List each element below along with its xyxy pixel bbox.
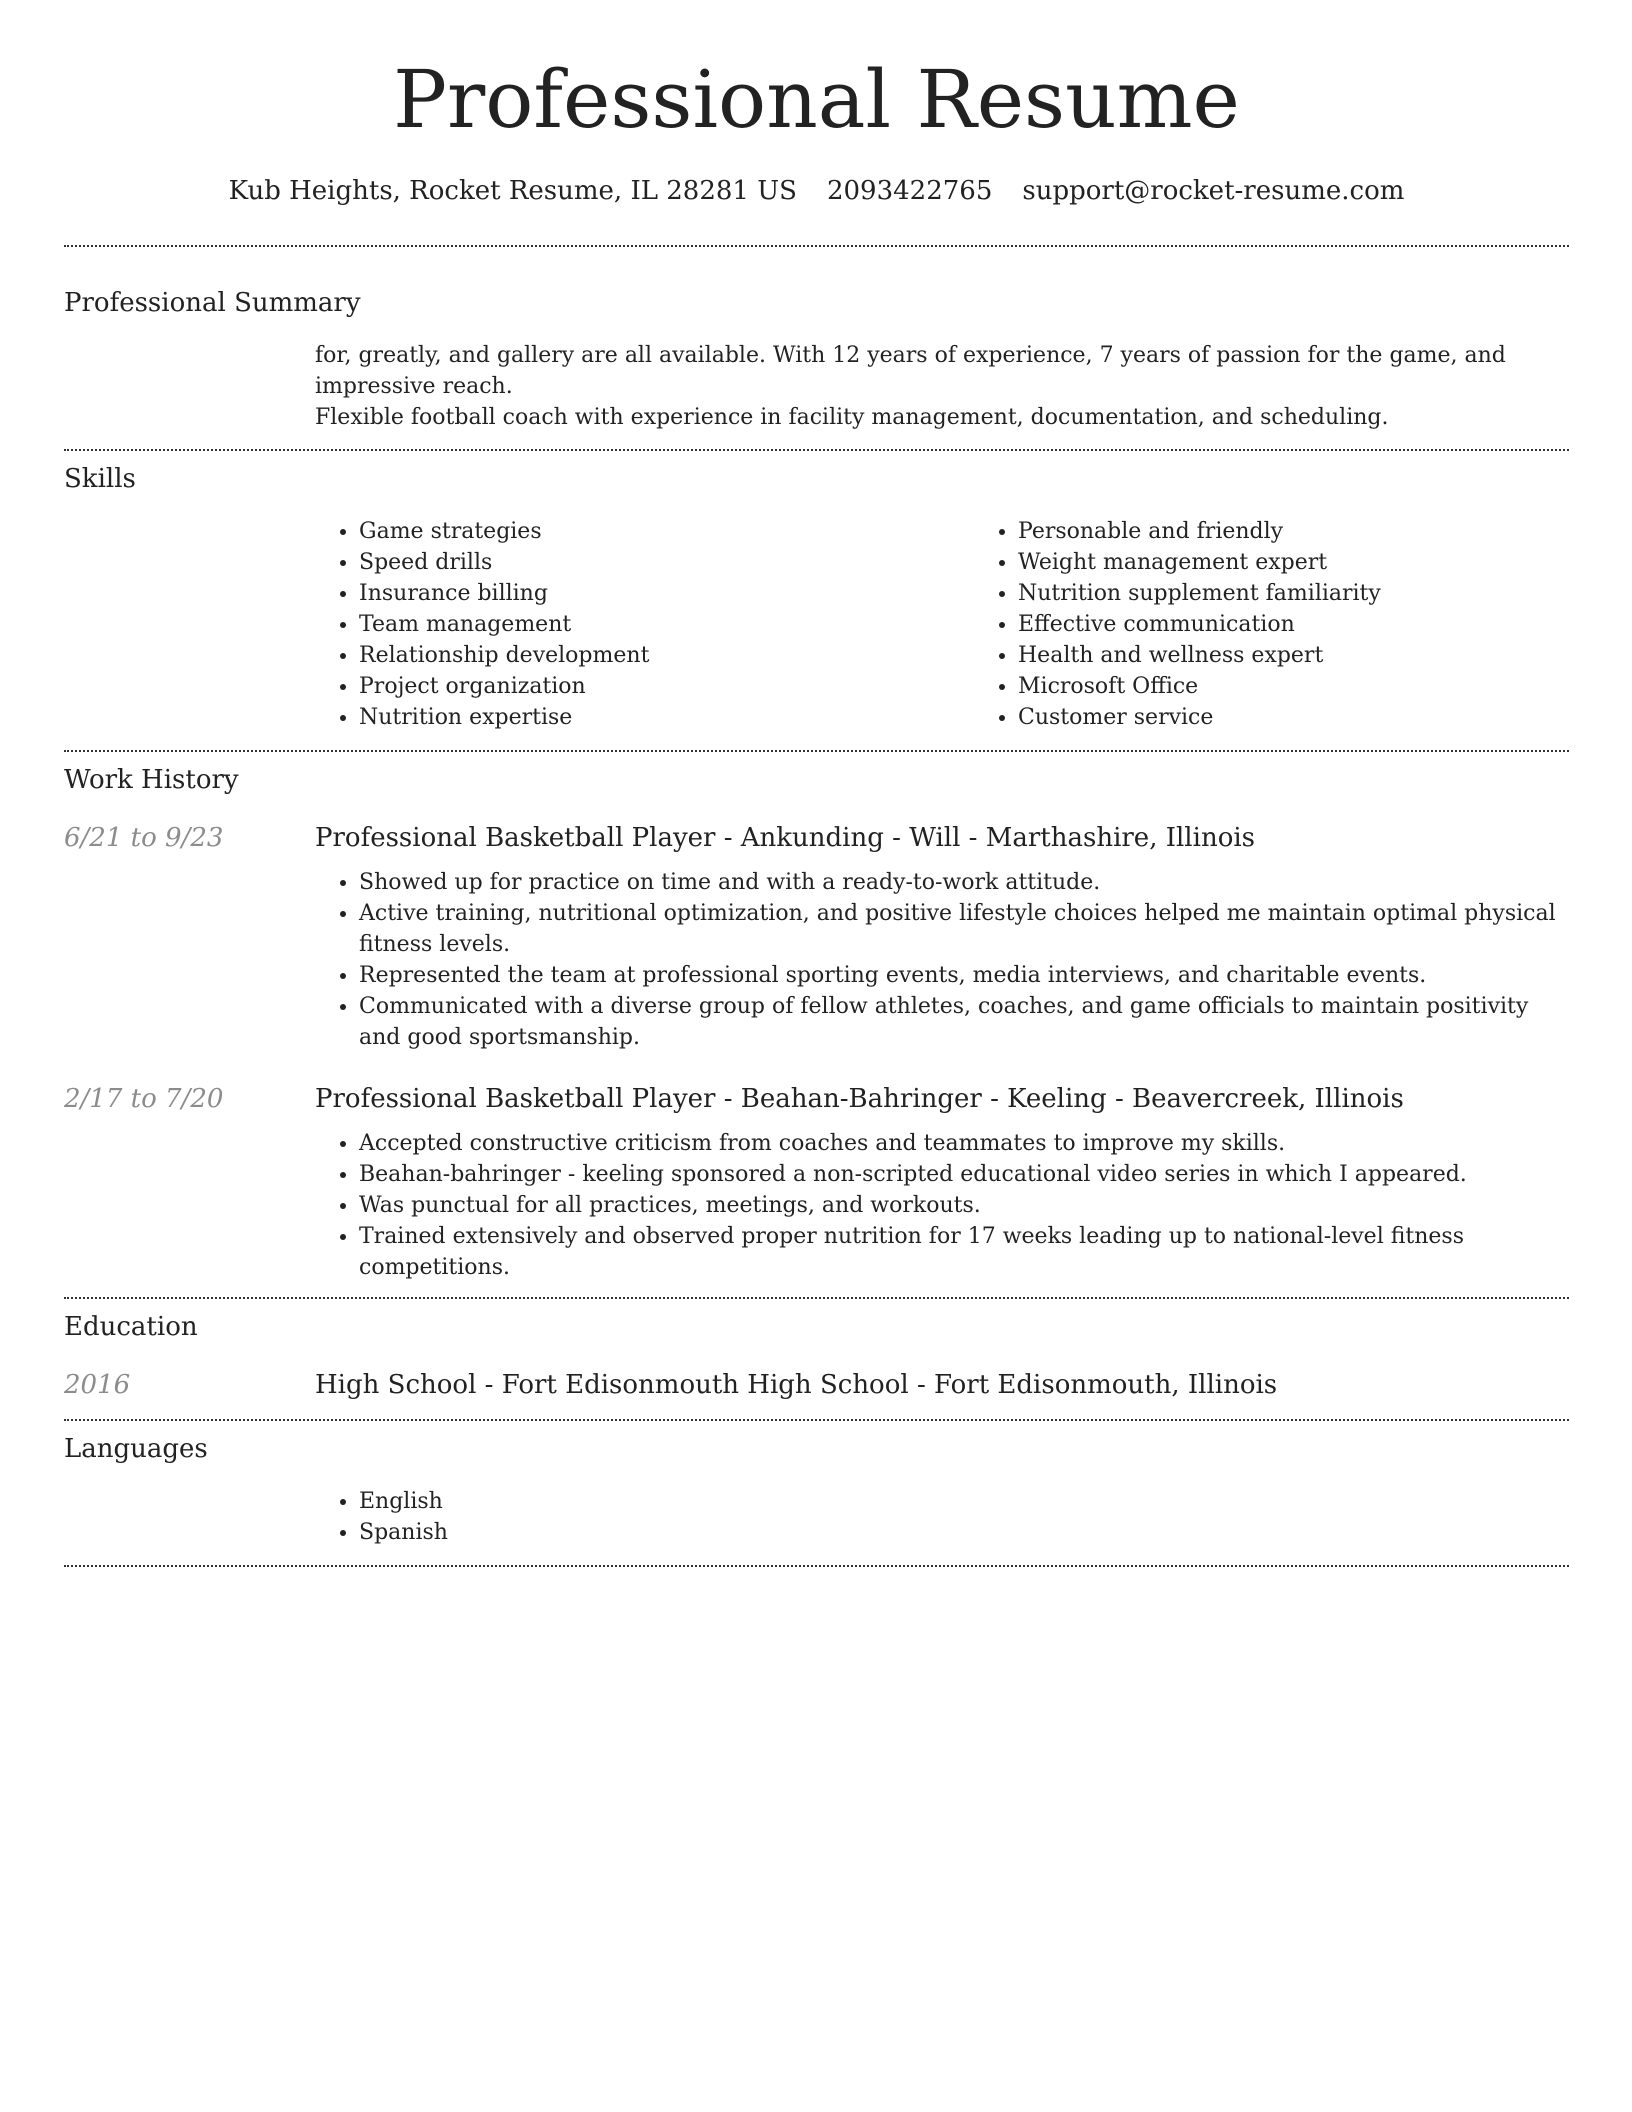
job-entry xyxy=(64,821,1569,1053)
languages-row xyxy=(64,1486,1569,1548)
skills-columns xyxy=(315,516,1632,733)
skill-item: • Team management xyxy=(359,609,974,640)
skill-item: • Nutrition expertise xyxy=(359,702,974,733)
job-title: Professional Basketball Player - Ankunding - Will - Marthashire, Illinois xyxy=(315,823,1255,853)
skill-item: • Insurance billing xyxy=(359,578,974,609)
job-dates: 6/21 to 9/23 xyxy=(64,823,224,853)
job-bullet: • Trained extensively and observed proper nutrition for 17 weeks leading up to national-level fitness competitions. xyxy=(359,1221,1569,1283)
summary-row xyxy=(64,340,1569,433)
divider xyxy=(64,245,1569,247)
job-details xyxy=(315,1082,1569,1283)
section-title-education: Education xyxy=(64,1312,198,1342)
skill-item: • Speed drills xyxy=(359,547,974,578)
job-bullet: • Active training, nutritional optimization, and positive lifestyle choices helped me maintain optimal physical fitness levels. xyxy=(359,898,1569,960)
job-bullet: • Showed up for practice on time and with a ready-to-work attitude. xyxy=(359,867,1569,898)
skill-item: • Health and wellness expert xyxy=(1018,640,1632,671)
skill-item: • Effective communication xyxy=(1018,609,1632,640)
divider xyxy=(64,449,1569,451)
divider xyxy=(64,1565,1569,1567)
skill-item: • Game strategies xyxy=(359,516,974,547)
contact-line xyxy=(64,174,1569,208)
job-bullet: • Communicated with a diverse group of fellow athletes, coaches, and game officials to maintain positivity and good sportsmanship. xyxy=(359,991,1569,1053)
languages-list xyxy=(315,1486,1569,1548)
language-item: • English xyxy=(359,1486,1569,1517)
skill-item: • Nutrition supplement familiarity xyxy=(1018,578,1632,609)
section-title-languages: Languages xyxy=(64,1434,208,1464)
contact-address: Kub Heights, Rocket Resume, IL 28281 US xyxy=(228,176,797,206)
section-title-work: Work History xyxy=(64,765,239,795)
education-entry xyxy=(64,1368,1569,1402)
divider xyxy=(64,1419,1569,1421)
job-dates: 2/17 to 7/20 xyxy=(64,1084,224,1114)
contact-email: support@rocket-resume.com xyxy=(1022,176,1405,206)
job-bullet: • Represented the team at professional sporting events, media interviews, and charitable events. xyxy=(359,960,1569,991)
contact-phone: 2093422765 xyxy=(826,176,993,206)
skill-item: • Relationship development xyxy=(359,640,974,671)
job-title: Professional Basketball Player - Beahan-Bahringer - Keeling - Beavercreek, Illinois xyxy=(315,1084,1404,1114)
summary-line-2: Flexible football coach with experience in facility management, documentation, and scheduling. xyxy=(315,405,1389,430)
job-bullet: • Was punctual for all practices, meetings, and workouts. xyxy=(359,1190,1569,1221)
languages-details xyxy=(315,1486,1569,1548)
resume-title: Professional Resume xyxy=(393,53,1240,146)
summary-text xyxy=(315,340,1569,433)
skill-item: • Customer service xyxy=(1018,702,1632,733)
section-title-skills: Skills xyxy=(64,464,136,494)
skills-left-spacer xyxy=(64,516,315,733)
skills-list-left xyxy=(315,516,974,733)
language-item: • Spanish xyxy=(359,1517,1569,1548)
summary-line-1: for, greatly, and gallery are all available. With 12 years of experience, 7 years of passion for the game, and impressive reach. xyxy=(315,343,1506,399)
divider xyxy=(64,1297,1569,1299)
job-entry xyxy=(64,1082,1569,1283)
section-title-summary: Professional Summary xyxy=(64,288,361,318)
resume-page xyxy=(64,0,1569,1567)
job-bullet: • Accepted constructive criticism from coaches and teammates to improve my skills. xyxy=(359,1128,1569,1159)
education-title: High School - Fort Edisonmouth High School - Fort Edisonmouth, Illinois xyxy=(315,1370,1278,1400)
languages-left-spacer xyxy=(64,1486,315,1548)
job-bullet-list xyxy=(315,867,1569,1053)
summary-left-spacer xyxy=(64,340,315,433)
skills-list-right xyxy=(974,516,1632,733)
education-details xyxy=(315,1368,1569,1402)
education-year: 2016 xyxy=(64,1370,131,1400)
skill-item: • Project organization xyxy=(359,671,974,702)
job-bullet-list xyxy=(315,1128,1569,1283)
skill-item: • Weight management expert xyxy=(1018,547,1632,578)
divider xyxy=(64,750,1569,752)
skill-item: • Microsoft Office xyxy=(1018,671,1632,702)
job-details xyxy=(315,821,1569,1053)
skill-item: • Personable and friendly xyxy=(1018,516,1632,547)
skills-row xyxy=(64,516,1569,733)
job-bullet: • Beahan-bahringer - keeling sponsored a non-scripted educational video series in which I appeared. xyxy=(359,1159,1569,1190)
